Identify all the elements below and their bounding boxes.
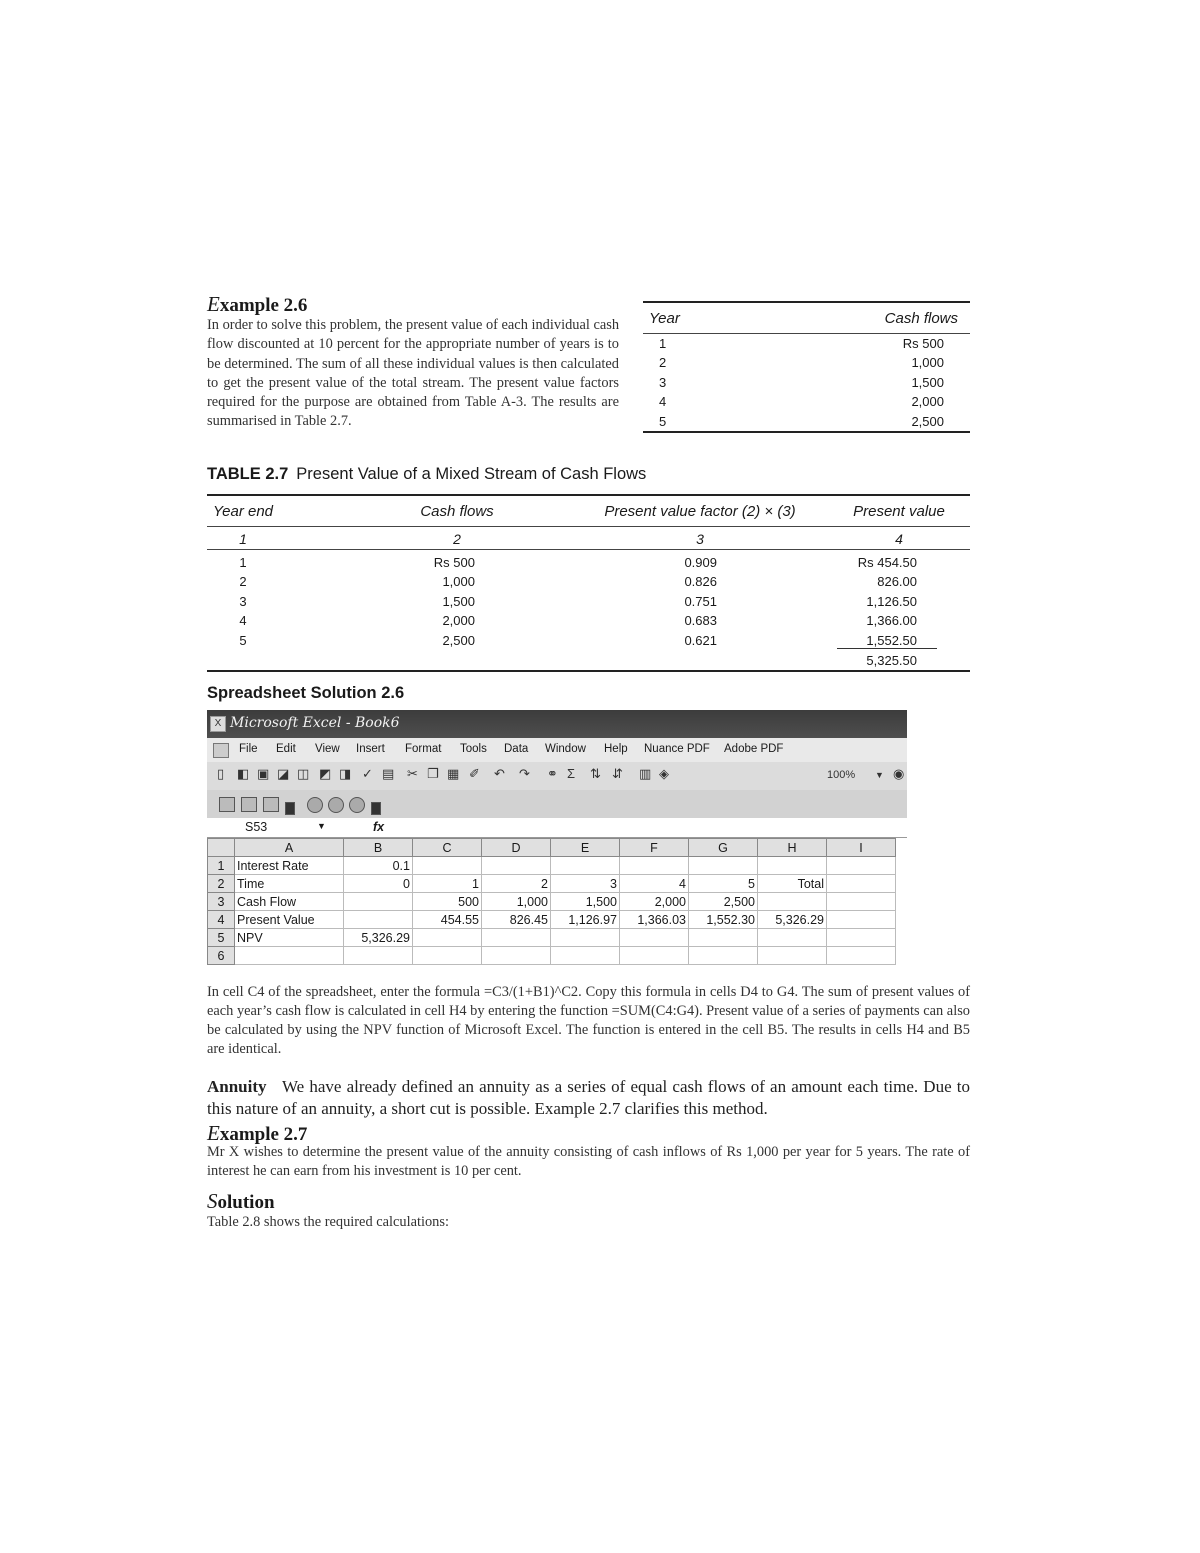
cell-g2[interactable]: 5 (689, 875, 758, 893)
cash-cell: 2,000 (911, 394, 944, 410)
column-header[interactable]: E (551, 839, 620, 857)
menu-nuance-pdf[interactable]: Nuance PDF (644, 743, 710, 755)
menu-help[interactable]: Help (604, 743, 628, 755)
pdf-review-icon[interactable] (263, 797, 279, 812)
cell-e3[interactable]: 1,500 (551, 893, 620, 911)
cell-d2[interactable]: 2 (482, 875, 551, 893)
header-year-end: Year end (212, 503, 274, 520)
column-header[interactable]: B (344, 839, 413, 857)
table-row (207, 631, 970, 650)
menu-window[interactable]: Window (545, 743, 586, 755)
cell-b3[interactable] (344, 893, 413, 911)
menu-insert[interactable]: Insert (356, 743, 385, 755)
excel-app-icon: X (210, 716, 226, 732)
header-year: Year (649, 310, 680, 327)
cash-cell: 1,000 (442, 574, 475, 590)
cell-e6[interactable] (551, 947, 620, 965)
heading-initial: E (207, 1121, 220, 1145)
table-row (207, 553, 970, 572)
cell-a2[interactable]: Time (235, 875, 344, 893)
cell-a6[interactable] (235, 947, 344, 965)
spreadsheet-explanation: In cell C4 of the spreadsheet, enter the formula =C3/(1+B1)^C2. Copy this formula in cells D4 to G4. The sum of present values of each year’s cash flow is calculated in cell H4 by entering the function =SUM(C4:G4). Present value of a series of payments can also be calculated by using the NPV function of Microsoft Excel. The function is entered in the cell B5. The results in cells H4 and B5 are identical. (207, 984, 970, 1057)
year-cell: 3 (239, 593, 247, 609)
table-row (207, 592, 970, 611)
cell-b6[interactable] (344, 947, 413, 965)
cash-cell: Rs 500 (433, 555, 475, 570)
cell-i1[interactable] (827, 857, 896, 875)
example-2-7-paragraph: Mr X wishes to determine the present value of the annuity consisting of cash inflows of Rs 1,000 per year for 5 years. The rate of interest he can earn from his investment is 10 per cent. (207, 1144, 970, 1179)
cell-a4[interactable]: Present Value (235, 911, 344, 929)
copy-icon[interactable]: ❐ (427, 766, 439, 781)
cell-h2[interactable]: Total (758, 875, 827, 893)
table-row (207, 611, 970, 630)
email-icon[interactable]: ◫ (297, 766, 310, 781)
table-row (643, 412, 970, 431)
year-cell: 5 (659, 413, 667, 429)
name-box[interactable]: S53 (245, 820, 268, 834)
menu-file[interactable]: File (239, 743, 258, 755)
cell-c6[interactable] (413, 947, 482, 965)
cell-h6[interactable] (758, 947, 827, 965)
cell-d3[interactable]: 1,000 (482, 893, 551, 911)
cell-i4[interactable] (827, 911, 896, 929)
excel-title-bar (207, 710, 907, 738)
year-cell: 4 (659, 394, 667, 410)
table-row (643, 392, 970, 411)
undo-icon[interactable]: ↶ (494, 766, 505, 781)
cell-e5[interactable] (551, 929, 620, 947)
paste-icon[interactable]: ▦ (447, 766, 460, 781)
cash-cell: 2,500 (911, 413, 944, 429)
cash-cell: 1,500 (442, 593, 475, 609)
column-header[interactable]: H (758, 839, 827, 857)
year-cell: 1 (239, 555, 247, 570)
cell-a3[interactable]: Cash Flow (235, 893, 344, 911)
cell-f5[interactable] (620, 929, 689, 947)
spreadsheet-solution-heading: Spreadsheet Solution 2.6 (207, 684, 405, 702)
factor-cell: 0.683 (684, 613, 717, 629)
cell-f6[interactable] (620, 947, 689, 965)
row-header[interactable]: 2 (208, 875, 235, 893)
formula-bar (207, 818, 907, 838)
cell-c1[interactable] (413, 857, 482, 875)
cell-i6[interactable] (827, 947, 896, 965)
year-cell: 5 (239, 632, 247, 648)
table-row (643, 373, 970, 392)
column-header[interactable]: F (620, 839, 689, 857)
cell-d1[interactable] (482, 857, 551, 875)
cell-c2[interactable]: 1 (413, 875, 482, 893)
cell-c4[interactable]: 454.55 (413, 911, 482, 929)
table-row (643, 334, 970, 353)
annuity-paragraph (207, 1076, 970, 1120)
hyperlink-icon[interactable]: ⚭ (547, 766, 558, 781)
year-cell: 2 (239, 574, 247, 590)
pv-cell: 826.00 (877, 574, 917, 590)
header-pv-factor: Present value factor (2) × (3) (604, 503, 796, 520)
year-cell: 2 (659, 355, 667, 371)
heading-rest: xample 2.7 (219, 1124, 308, 1145)
annuity-term: Annuity (207, 1077, 267, 1096)
help-icon[interactable]: ◉ (893, 766, 905, 781)
menu-edit[interactable]: Edit (276, 743, 296, 755)
cell-d5[interactable] (482, 929, 551, 947)
table-2-7 (207, 494, 970, 672)
cell-f3[interactable]: 2,000 (620, 893, 689, 911)
worksheet-grid (207, 838, 907, 965)
heading-rest: olution (217, 1192, 275, 1213)
new-icon[interactable]: ▯ (217, 766, 225, 781)
table-row (643, 353, 970, 372)
fx-icon[interactable]: fx (373, 820, 385, 834)
name-box-dropdown-icon[interactable]: ▼ (317, 821, 326, 831)
cell-i3[interactable] (827, 893, 896, 911)
heading-initial: S (207, 1189, 218, 1213)
excel-window (207, 710, 907, 968)
cell-h5[interactable] (758, 929, 827, 947)
zoom-dropdown-icon[interactable]: ▼ (875, 770, 884, 780)
row-header[interactable]: 5 (208, 929, 235, 947)
year-cell: 1 (659, 336, 667, 351)
toolbar-options-icon[interactable] (371, 802, 381, 815)
cash-cell: 2,000 (442, 613, 475, 629)
header-cash-flows: Cash flows (420, 503, 494, 520)
sort-ascending-icon[interactable]: ⇅ (590, 766, 601, 781)
permission-icon[interactable]: ◪ (277, 766, 290, 781)
column-header[interactable]: G (689, 839, 758, 857)
cell-f4[interactable]: 1,366.03 (620, 911, 689, 929)
col-number: 1 (239, 531, 247, 547)
row-header[interactable]: 6 (208, 947, 235, 965)
cash-cell: Rs 500 (902, 336, 944, 351)
column-header[interactable]: D (482, 839, 551, 857)
annuity-text: We have already defined an annuity as a series of equal cash flows of an amount each time. Due to this nature of an annuity, a short cut is possible. Example 2.7 clarifies this method. (207, 1077, 970, 1118)
standard-toolbar (207, 762, 907, 790)
sheet-row (208, 875, 896, 893)
year-cell: 3 (659, 374, 667, 390)
spelling-icon[interactable]: ✓ (362, 766, 373, 781)
excel-menu-bar (207, 738, 907, 762)
cell-h3[interactable] (758, 893, 827, 911)
year-cashflow-table (643, 301, 970, 433)
sheet-row (208, 929, 896, 947)
table-2-7-caption (207, 465, 646, 484)
document-icon[interactable] (213, 743, 229, 758)
year-cell: 4 (239, 613, 247, 629)
cell-h4[interactable]: 5,326.29 (758, 911, 827, 929)
nuance-settings-icon[interactable] (349, 797, 365, 813)
cell-e4[interactable]: 1,126.97 (551, 911, 620, 929)
row-header[interactable]: 1 (208, 857, 235, 875)
factor-cell: 0.909 (684, 555, 717, 570)
pdf-create-icon[interactable] (219, 797, 235, 812)
pv-cell: 1,552.50 (837, 633, 937, 649)
col-number: 4 (895, 531, 903, 547)
print-icon[interactable]: ◩ (319, 766, 332, 781)
pv-cell: Rs 454.50 (857, 555, 917, 570)
cell-i2[interactable] (827, 875, 896, 893)
sheet-row (208, 947, 896, 965)
chart-wizard-icon[interactable]: ▥ (639, 766, 652, 781)
cell-b4[interactable] (344, 911, 413, 929)
cell-b1[interactable]: 0.1 (344, 857, 413, 875)
nuance-convert-icon[interactable] (328, 797, 344, 813)
cash-cell: 1,000 (911, 355, 944, 371)
total-row (207, 650, 970, 670)
sort-descending-icon[interactable]: ⇵ (612, 766, 623, 781)
cell-a5[interactable]: NPV (235, 929, 344, 947)
cell-d6[interactable] (482, 947, 551, 965)
cell-g3[interactable]: 2,500 (689, 893, 758, 911)
menu-data[interactable]: Data (504, 743, 529, 755)
menu-tools[interactable]: Tools (460, 743, 487, 755)
cell-b5[interactable]: 5,326.29 (344, 929, 413, 947)
factor-cell: 0.826 (684, 574, 717, 590)
factor-cell: 0.751 (684, 593, 717, 609)
select-all-corner[interactable] (208, 839, 235, 857)
solution-text: Table 2.8 shows the required calculations: (207, 1214, 449, 1230)
pdf-toolbar (207, 790, 907, 818)
cell-e1[interactable] (551, 857, 620, 875)
pv-cell: 1,126.50 (866, 593, 917, 609)
menu-view[interactable]: View (315, 743, 340, 755)
col-number: 3 (696, 531, 704, 547)
cell-c3[interactable]: 500 (413, 893, 482, 911)
cut-icon[interactable]: ✂ (407, 766, 418, 781)
redo-icon[interactable]: ↷ (519, 766, 530, 781)
heading-rest: xample 2.6 (219, 295, 308, 316)
table-label: TABLE 2.7 (207, 465, 289, 483)
solution-heading (207, 1189, 275, 1214)
cell-f1[interactable] (620, 857, 689, 875)
column-header[interactable]: C (413, 839, 482, 857)
column-number-row (207, 527, 970, 550)
cell-g5[interactable] (689, 929, 758, 947)
open-icon[interactable]: ◧ (237, 766, 250, 781)
cell-d4[interactable]: 826.45 (482, 911, 551, 929)
sheet-row (208, 893, 896, 911)
cell-b2[interactable]: 0 (344, 875, 413, 893)
cell-i5[interactable] (827, 929, 896, 947)
zoom-select[interactable]: 100% (827, 769, 856, 781)
drawing-icon[interactable]: ◈ (659, 766, 669, 781)
cell-e2[interactable]: 3 (551, 875, 620, 893)
cell-g6[interactable] (689, 947, 758, 965)
heading-initial: E (207, 292, 220, 316)
cash-cell: 2,500 (442, 632, 475, 648)
window-title: Microsoft Excel - Book6 (230, 715, 400, 731)
header-cash-flows: Cash flows (884, 310, 958, 327)
research-icon[interactable]: ▤ (382, 766, 395, 781)
header-present-value: Present value (853, 503, 945, 520)
column-header[interactable]: A (235, 839, 344, 857)
column-header-row (208, 839, 896, 857)
example-2-6-heading (207, 292, 307, 317)
autosum-icon[interactable]: Σ (567, 766, 576, 781)
cell-h1[interactable] (758, 857, 827, 875)
table-header (643, 303, 970, 334)
print-preview-icon[interactable]: ◨ (339, 766, 352, 781)
sheet-row (208, 857, 896, 875)
total-value: 5,325.50 (866, 652, 917, 668)
toolbar-options-icon[interactable] (285, 802, 295, 815)
menu-adobe-pdf[interactable]: Adobe PDF (724, 743, 784, 755)
example-2-6-paragraph: In order to solve this problem, the present value of each individual cash flow discounted at 10 percent for the appropriate number of years is to be determined. The sum of all these individual values is then calculated to get the present value of the total stream. The present value factors required for the purpose are obtained from Table A-3. The results are summarised in Table 2.7. (207, 317, 620, 430)
menu-format[interactable]: Format (405, 743, 442, 755)
table-row (207, 572, 970, 591)
cash-cell: 1,500 (911, 374, 944, 390)
pdf-email-icon[interactable] (241, 797, 257, 812)
table-header (207, 496, 970, 527)
cell-g4[interactable]: 1,552.30 (689, 911, 758, 929)
row-header[interactable]: 4 (208, 911, 235, 929)
column-header[interactable]: I (827, 839, 896, 857)
sheet-row (208, 911, 896, 929)
cell-g1[interactable] (689, 857, 758, 875)
cell-c5[interactable] (413, 929, 482, 947)
cell-f2[interactable]: 4 (620, 875, 689, 893)
pv-cell: 1,366.00 (866, 613, 917, 629)
cell-a1[interactable]: Interest Rate (235, 857, 344, 875)
col-number: 2 (453, 531, 461, 547)
format-painter-icon[interactable]: ✐ (469, 766, 480, 781)
factor-cell: 0.621 (684, 632, 717, 648)
row-header[interactable]: 3 (208, 893, 235, 911)
save-icon[interactable]: ▣ (257, 766, 270, 781)
table-title: Present Value of a Mixed Stream of Cash Flows (296, 465, 647, 483)
nuance-create-icon[interactable] (307, 797, 323, 813)
